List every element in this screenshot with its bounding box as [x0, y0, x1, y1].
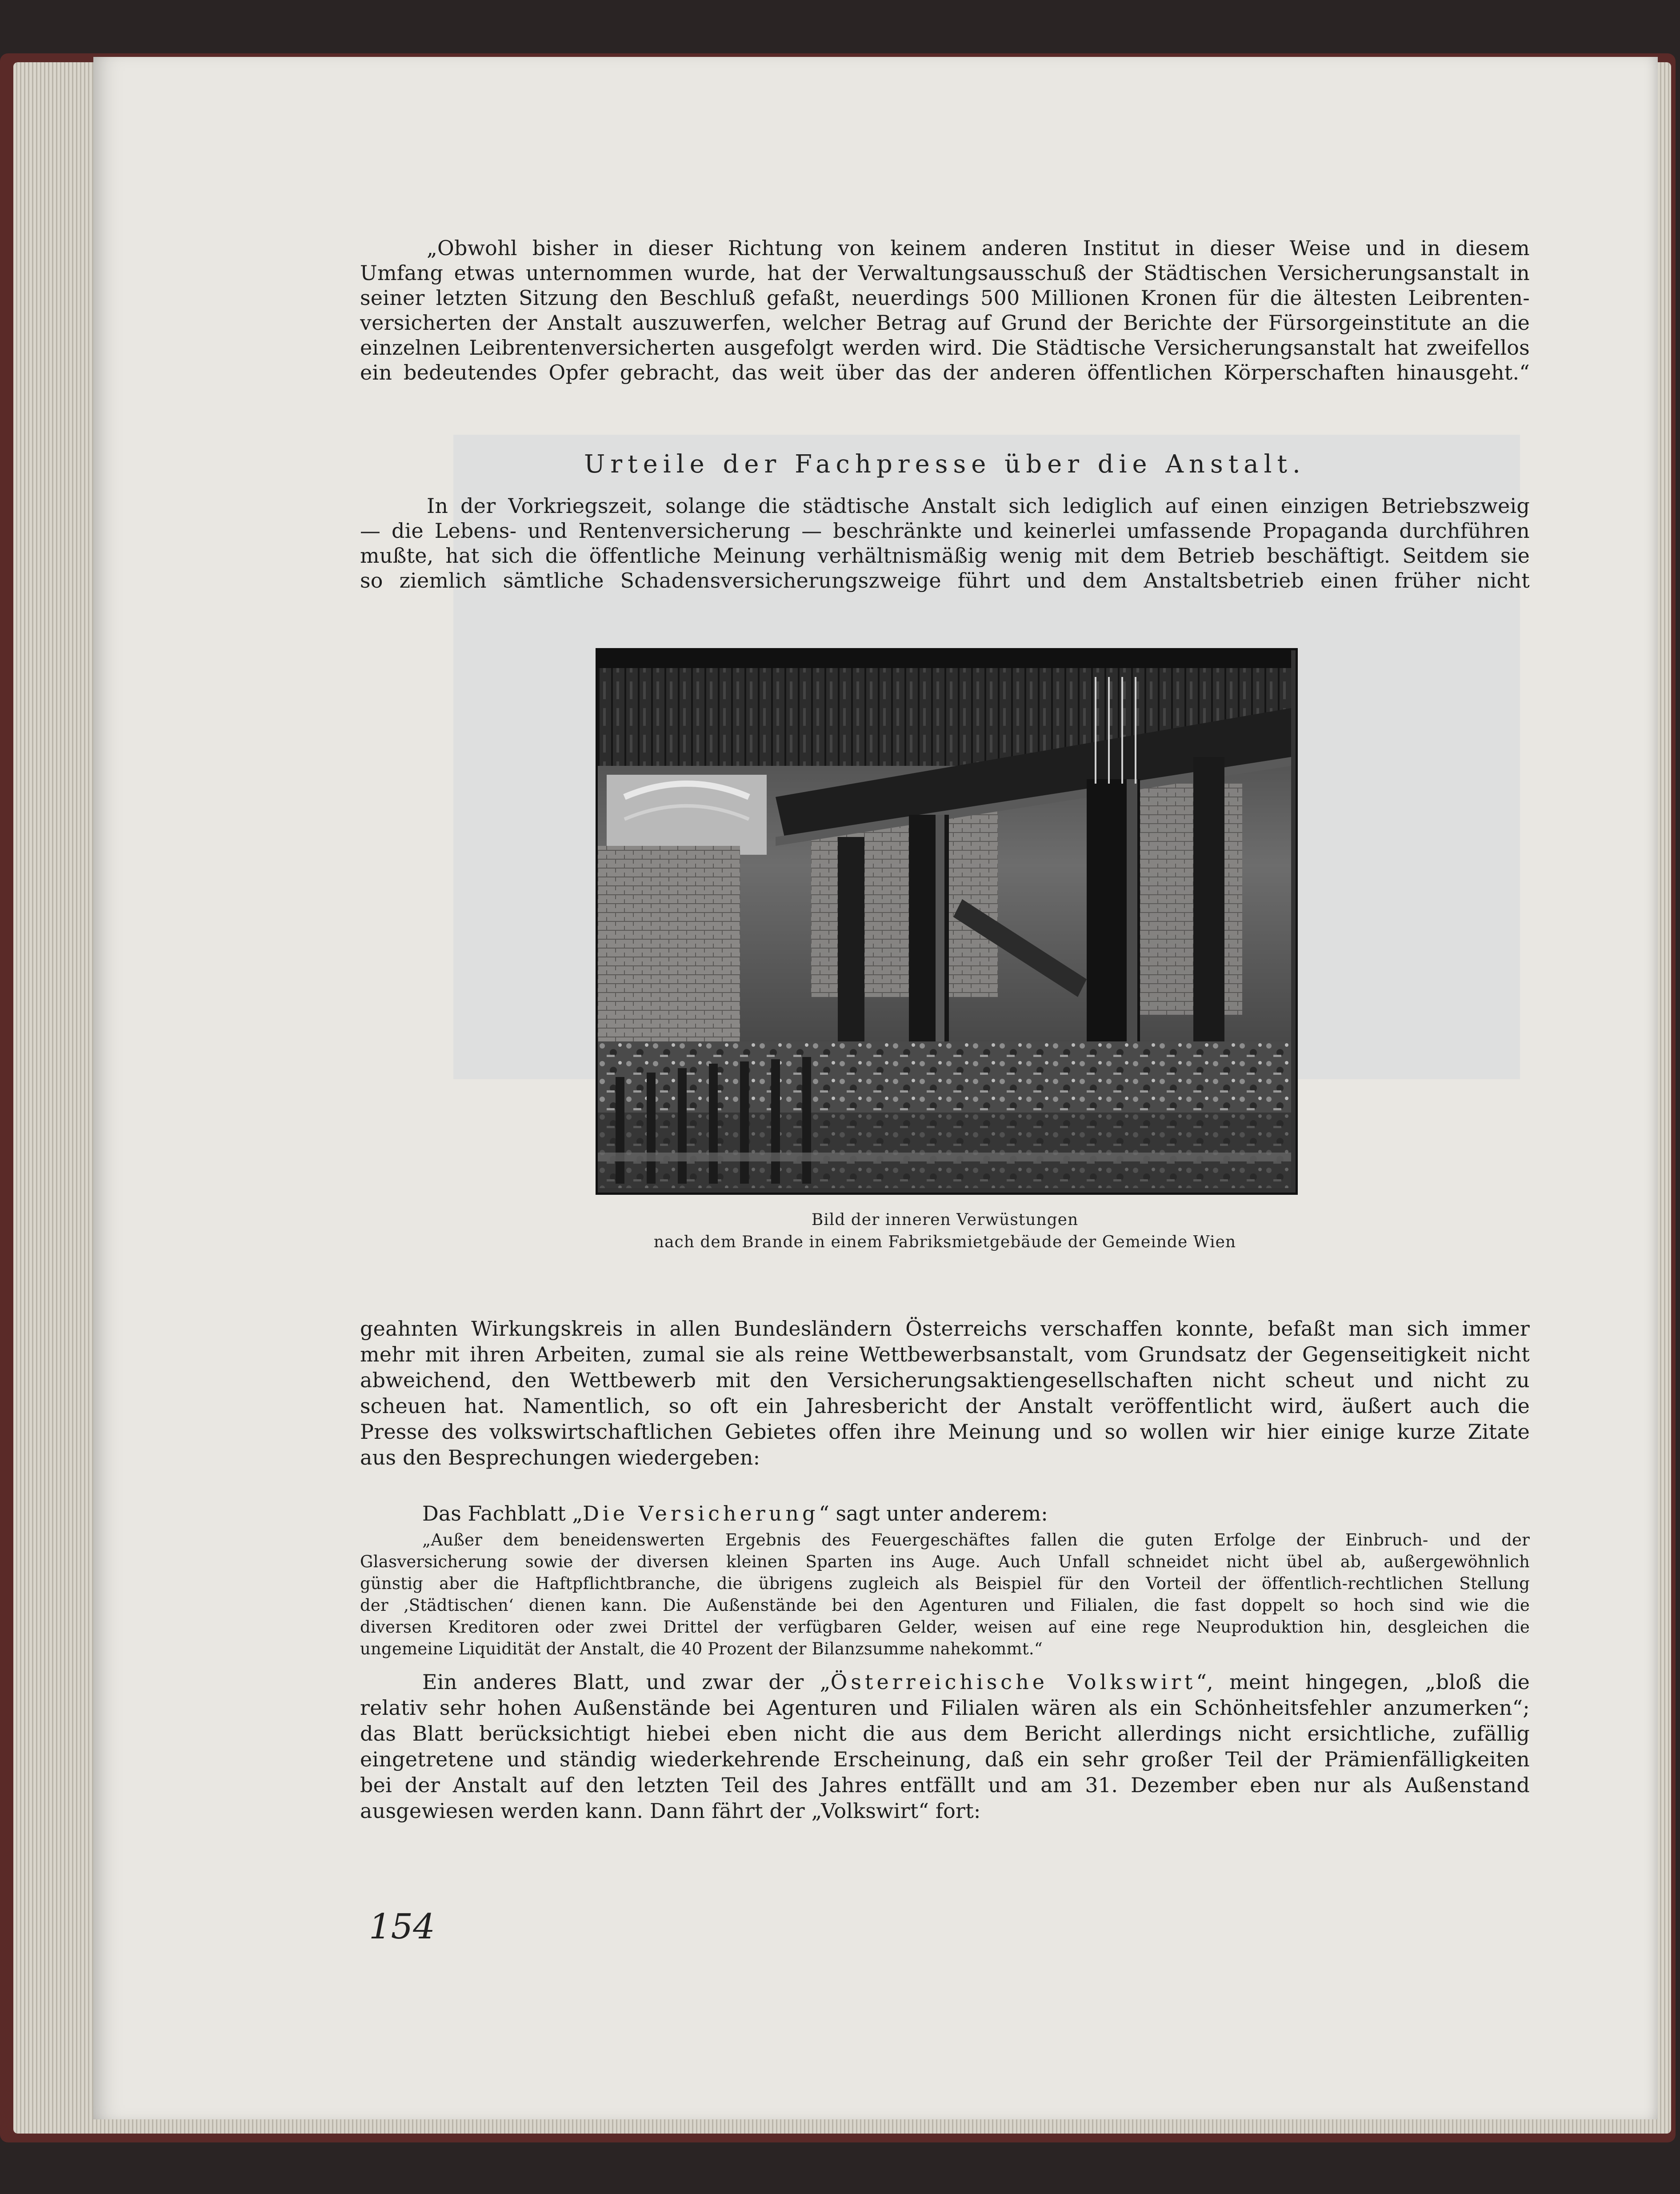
text-line: mußte, hat sich die öffentliche Meinung verhältnismäßig wenig mit dem Betrieb beschäftigt. Seitdem sie — [360, 544, 1530, 568]
text-line: Glasversicherung sowie der diversen kleinen Sparten ins Auge. Auch Unfall schneidet nicht übel ab, außergewöhnlich — [360, 1552, 1530, 1571]
intro-after: “ sagt unter anderem: — [819, 1501, 1048, 1525]
text-line: scheuen hat. Namentlich, so oft ein Jahresbericht der Anstalt veröffentlicht wird, äußert auch die — [360, 1394, 1530, 1418]
section-heading: Urteile der Fachpresse über die Anstalt. — [584, 450, 1306, 479]
text-line: diversen Kreditoren oder zwei Drittel der verfügbaren Gelder, weisen auf eine rege Neuproduktion hin, desgleichen die — [360, 1617, 1530, 1637]
text-line: das Blatt berücksichtigt hiebei eben nicht die aus dem Bericht allerdings nicht ersichtliche, zufällig — [360, 1722, 1530, 1746]
text-line: eingetretene und ständig wiederkehrende Erscheinung, daß ein sehr großer Teil der Prämienfälligkeiten — [360, 1747, 1530, 1771]
volkswirt-before: Ein anderes Blatt, und zwar der „ — [422, 1670, 831, 1694]
versicherung-intro — [422, 1501, 1048, 1525]
paragraph-prewar — [360, 493, 1530, 593]
paragraph-volkswirt — [360, 1669, 1530, 1824]
fire-damage-photo — [596, 648, 1298, 1195]
paragraph-reviews — [360, 1316, 1530, 1470]
text-line: ein bedeutendes Opfer gebracht, das weit über das der anderen öffentlichen Körperschaften hinausgeht.“ — [360, 360, 1530, 384]
text-line: einzelnen Leibrentenversicherten ausgefolgt werden wird. Die Städtische Versicherungsanstalt hat zweifellos — [360, 336, 1530, 360]
text-line: In der Vorkriegszeit, solange die städtische Anstalt sich lediglich auf einen einzigen Betriebszweig — [427, 494, 1530, 518]
text-line: ausgewiesen werden kann. Dann fährt der „Volkswirt“ fort: — [360, 1799, 981, 1823]
text-line: so ziemlich sämtliche Schadensversicherungszweige führt und dem Anstaltsbetrieb einen früher nicht — [360, 569, 1530, 593]
versicherung-quote — [360, 1529, 1530, 1660]
text-line: abweichend, den Wettbewerb mit den Versicherungsaktiengesellschaften nicht scheut und nicht zu — [360, 1368, 1530, 1392]
text-line: versicherten der Anstalt auszuwerfen, welcher Betrag auf Grund der Berichte der Fürsorgeinstitute an die — [360, 311, 1530, 335]
text-line: geahnten Wirkungskreis in allen Bundesländern Österreichs verschaffen konnte, befaßt man sich immer — [360, 1317, 1530, 1341]
photo-illustration — [598, 650, 1291, 1188]
volkswirt-after: “, meint hingegen, „bloß die — [1196, 1670, 1530, 1694]
text-line: bei der Anstalt auf den letzten Teil des Jahres entfällt und am 31. Dezember eben nur als Außenstand — [360, 1773, 1530, 1797]
intro-before: Das Fachblatt „ — [422, 1501, 583, 1525]
text-line: Umfang etwas unternommen wurde, hat der Verwaltungsausschuß der Städtischen Versicherungsanstalt in — [360, 261, 1530, 285]
text-line: Presse des volkswirtschaftlichen Gebietes offen ihre Meinung und so wollen wir hier einige kurze Zitate — [360, 1420, 1530, 1444]
journal-name: Die Versicherung — [583, 1501, 819, 1525]
caption-line-2: nach dem Brande in einem Fabriksmietgebäude der Gemeinde Wien — [653, 1233, 1236, 1251]
text-line: „Obwohl bisher in dieser Richtung von keinem anderen Institut in dieser Weise und in diesem — [427, 236, 1530, 260]
text-line: — die Lebens- und Rentenversicherung — beschränkte und keinerlei umfassende Propaganda durchführen — [360, 519, 1530, 543]
photo-caption — [360, 1209, 1530, 1253]
text-line: relativ sehr hohen Außenstände bei Agenturen und Filialen wären als ein Schönheitsfehler anzumerken“; — [360, 1696, 1530, 1720]
text-line: mehr mit ihren Arbeiten, zumal sie als reine Wettbewerbsanstalt, vom Grundsatz der Gegenseitigkeit nicht — [360, 1342, 1530, 1366]
text-line: der ‚Städtischen‘ dienen kann. Die Außenstände bei den Agenturen und Filialen, die fast doppelt so hoch sind wie die — [360, 1596, 1530, 1615]
page-number: 154 — [369, 1907, 435, 1947]
text-line: „Außer dem beneidenswerten Ergebnis des Feuergeschäftes fallen die guten Erfolge der Einbruch- und der — [422, 1530, 1530, 1549]
text-line: günstig aber die Haftpflichtbranche, die übrigens zugleich als Beispiel für den Vorteil der öffentlich-rechtlichen Stellung — [360, 1574, 1530, 1593]
opening-quote — [360, 236, 1530, 385]
caption-line-1: Bild der inneren Verwüstungen — [811, 1211, 1079, 1229]
text-line: seiner letzten Sitzung den Beschluß gefaßt, neuerdings 500 Millionen Kronen für die ältesten Leibrenten- — [360, 286, 1530, 310]
text-line: ungemeine Liquidität der Anstalt, die 40 Prozent der Bilanzsumme nahekommt.“ — [360, 1639, 1043, 1658]
journal-name: Österreichische Volkswirt — [830, 1670, 1196, 1694]
text-line: aus den Besprechungen wiedergeben: — [360, 1445, 760, 1469]
text-line — [360, 1669, 1530, 1695]
